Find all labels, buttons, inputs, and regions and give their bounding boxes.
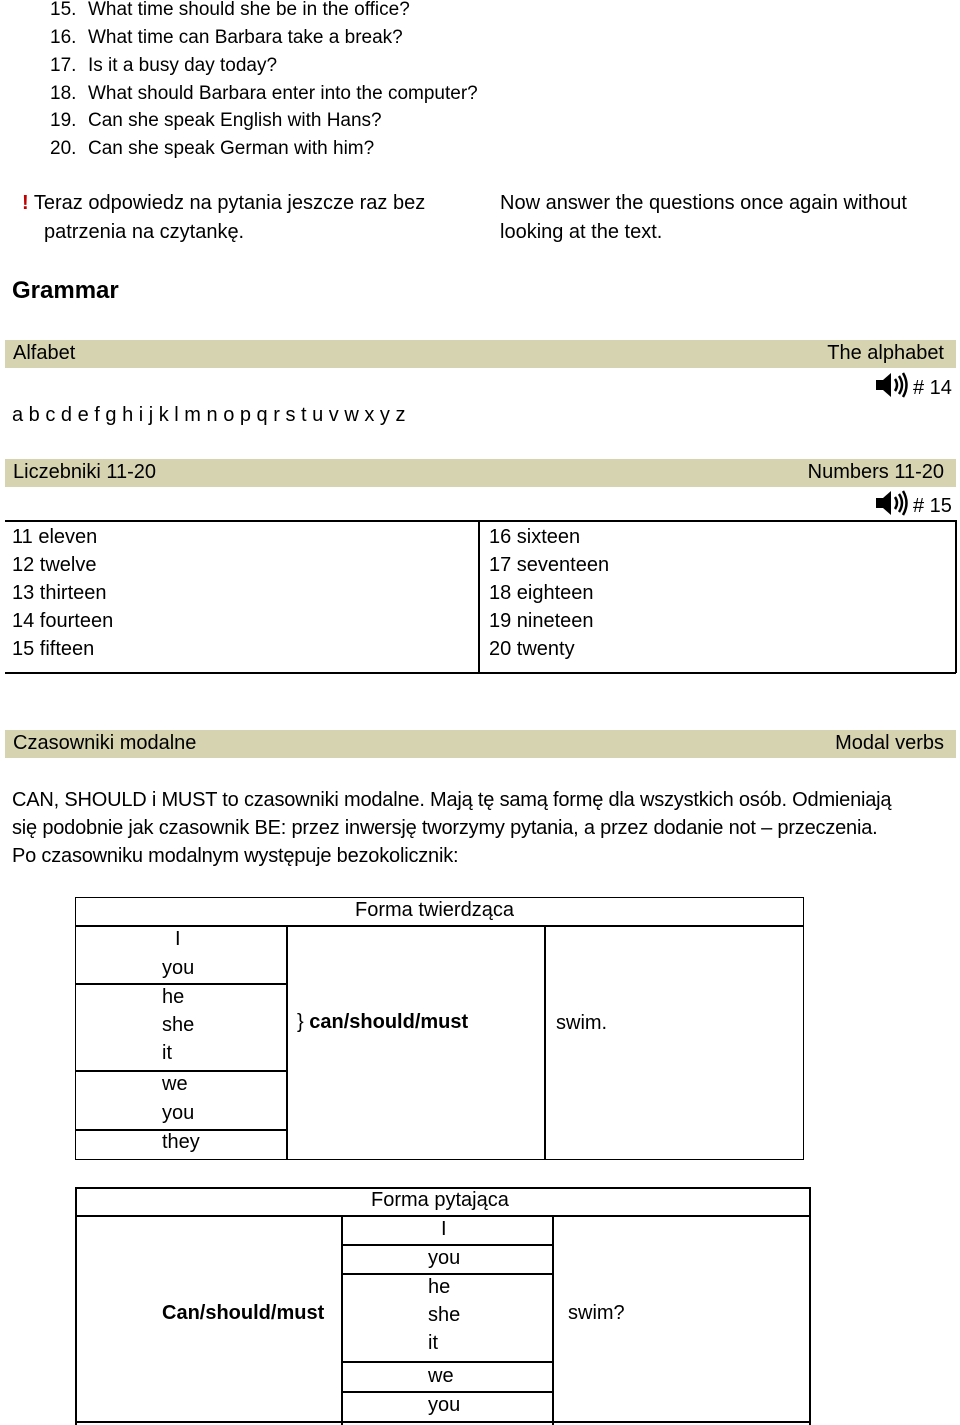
pronoun: they <box>162 1131 200 1153</box>
pronoun: it <box>162 1042 172 1064</box>
table-title: Forma twierdząca <box>355 899 514 921</box>
pronoun: you <box>162 957 195 979</box>
pronoun: I <box>441 1218 447 1240</box>
section-heading: Grammar <box>12 277 119 304</box>
number-item: 16 sixteen <box>489 526 581 548</box>
alphabet-band: Alfabet The alphabet <box>5 340 956 368</box>
numbers-column <box>12 523 113 663</box>
numbers-band: Liczebniki 11-20 Numbers 11-20 <box>5 459 956 487</box>
instruction-polish: ! Teraz odpowiedz na pytania jeszcze raz bez patrzenia na czytankę. <box>22 192 426 243</box>
pronoun: you <box>162 1102 195 1124</box>
pronoun: he <box>428 1276 451 1298</box>
modal-verbs-band: Czasowniki modalne Modal verbs <box>5 730 956 758</box>
pronoun: he <box>162 986 185 1008</box>
number-item: 18 eighteen <box>489 582 594 604</box>
question-item: 15. What time should she be in the office? <box>50 0 410 20</box>
main-verb: swim. <box>556 1012 608 1034</box>
pronoun: we <box>428 1365 454 1387</box>
number-item: 14 fourteen <box>12 610 114 632</box>
numbers-column <box>489 523 609 663</box>
track-number: # 14 <box>913 377 952 399</box>
alphabet-letters: a b c d e f g h i j k l m n o p q r s t u v w x y z <box>12 404 406 426</box>
question-item: 19. Can she speak English with Hans? <box>50 110 382 131</box>
modal-verb-cell: Can/should/must <box>162 1302 325 1324</box>
pronoun: she <box>428 1304 461 1326</box>
pronoun: we <box>162 1073 188 1095</box>
pronoun: I <box>175 928 181 950</box>
question-item: 20. Can she speak German with him? <box>50 138 375 159</box>
pronoun: it <box>428 1332 438 1354</box>
question-item: 16. What time can Barbara take a break? <box>50 27 403 48</box>
number-item: 15 fifteen <box>12 638 95 660</box>
main-verb: swim? <box>568 1302 625 1324</box>
question-item: 18. What should Barbara enter into the computer? <box>50 83 478 104</box>
speaker-icon[interactable] <box>874 488 910 518</box>
number-item: 13 thirteen <box>12 582 107 604</box>
modal-verb-cell: } can/should/must <box>297 1011 469 1033</box>
pronoun: she <box>162 1014 195 1036</box>
track-number: # 15 <box>913 495 952 517</box>
modal-explanation: CAN, SHOULD i MUST to czasowniki modalne. Mają tę samą formę dla wszystkich osób. Odmieniają się podobnie jak czasownik BE: przez inwersję tworzymy pytania, a przez dodanie not – przeczenia. Po czasowniku modalnym występuje bezokolicznik: <box>12 789 892 867</box>
question-item: 17. Is it a busy day today? <box>50 55 278 76</box>
instruction-english: Now answer the questions once again without looking at the text. <box>500 192 907 243</box>
table-title: Forma pytająca <box>371 1189 509 1211</box>
number-item: 17 seventeen <box>489 554 610 576</box>
number-item: 19 nineteen <box>489 610 594 632</box>
number-item: 11 eleven <box>12 526 98 548</box>
pronoun: you <box>428 1394 461 1416</box>
speaker-icon[interactable] <box>874 370 910 400</box>
pronoun: you <box>428 1247 461 1269</box>
number-item: 12 twelve <box>12 554 97 576</box>
number-item: 20 twenty <box>489 638 575 660</box>
